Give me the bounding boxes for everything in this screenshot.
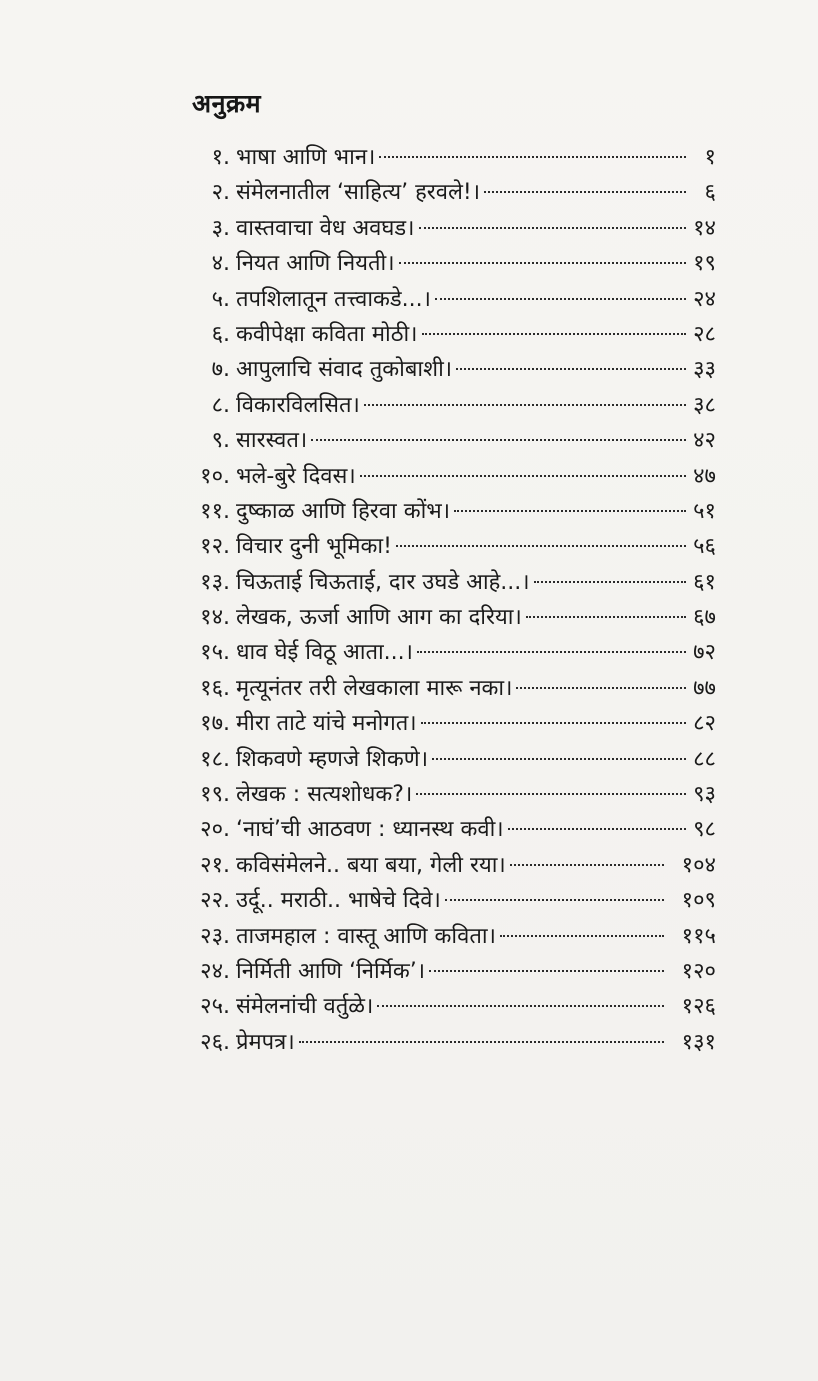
toc-entry-title: संमेलनातील ‘साहित्य’ हरवले!। [236,180,481,206]
toc-entry [186,883,716,918]
toc-entry-page-number: १ [704,145,716,170]
toc-entry [186,848,716,883]
toc-entry [186,919,716,954]
toc-entry-page-number: ६७ [693,605,716,631]
toc-entry-title: लेखक, ऊर्जा आणि आग का दरिया। [236,605,522,631]
dot-leader [416,793,686,795]
toc-entry-page-number: ८८ [693,746,716,772]
dot-leader [484,191,686,193]
dot-leader [396,545,686,547]
toc-entry-title: भाषा आणि भान। [236,145,376,170]
toc-entry-number: १६. [200,675,230,701]
dot-leader [508,828,686,830]
toc-entry-title: सारस्वत। [236,428,308,454]
toc-entry-title: आपुलाचि संवाद तुकोबाशी। [236,357,453,383]
dot-leader [500,935,664,937]
toc-entry-page-number: ६१ [693,569,716,595]
toc-entry [186,777,716,812]
toc-entry-page-number: ११५ [681,923,716,949]
toc-entry-title: विचार दुनी भूमिका! [236,534,392,560]
toc-entry-page-number: ५१ [693,498,716,524]
page-title: अनुक्रम [192,89,262,118]
toc-entry-number: ३. [211,215,230,241]
toc-entry-page-number: ४७ [693,463,716,489]
toc-entry-title: लेखक : सत्यशोधक?। [236,782,413,808]
toc-entry-title: चिऊताई चिऊताई, दार उघडे आहे...। [236,569,530,595]
toc-entry-page-number: ७७ [693,675,716,701]
toc-entry-number: १३. [200,569,230,595]
toc-entry [186,175,716,210]
toc-entry-page-number: ५६ [693,534,716,560]
toc-entry-page-number: ६ [704,180,716,206]
toc-entry-page-number: ८२ [693,711,716,737]
toc-entry-title: प्रेमपत्र। [236,1029,295,1055]
toc-entry-number: २६. [200,1029,230,1055]
toc-entry-page-number: २८ [693,321,716,347]
toc-entry-number: १८. [200,746,230,772]
toc-entry [186,812,716,847]
toc-entry-number: २४. [200,958,230,984]
toc-entry-title: कवीपेक्षा कविता मोठी। [236,321,418,347]
toc-entry-page-number: १४ [693,215,716,241]
dot-leader [377,1005,664,1007]
toc-entry-number: ४. [211,251,230,277]
toc-entry-number: ६. [211,321,230,347]
toc-entry-number: १५. [200,640,230,666]
toc-entry [186,246,716,281]
toc-entry-title: वास्तवाचा वेध अवघड। [236,215,415,241]
toc-entry-title: भले-बुरे दिवस। [236,463,356,489]
dot-leader [379,156,686,158]
dot-leader [510,864,664,866]
toc-entry-number: २२. [200,888,230,914]
dot-leader [299,1041,664,1043]
toc-entry [186,352,716,387]
toc-entry [186,529,716,564]
toc-entry-number: ८. [211,392,230,418]
dot-leader [417,651,686,653]
toc-entry-page-number: १२६ [681,994,716,1020]
toc-entry-number: ११. [200,498,230,524]
toc-entry-number: २०. [200,817,230,843]
toc-entry-title: तपशिलातून तत्त्वाकडे...। [236,286,431,312]
dot-leader [534,581,686,583]
dot-leader [399,262,686,264]
toc-entry-number: १२. [200,534,230,560]
dot-leader [456,368,686,370]
toc-entry-title: ‘नाघं’ची आठवण : ध्यानस्थ कवी। [236,817,504,843]
toc-entry [186,706,716,741]
toc-entry-title: नियत आणि नियती। [236,251,395,277]
toc-entry [186,494,716,529]
toc-entry-title: उर्दू.. मराठी.. भाषेचे दिवे। [236,888,441,914]
toc-entry-number: २५. [200,994,230,1020]
toc-entry-number: १०. [200,463,230,489]
toc-entry-number: २१. [200,852,230,878]
toc-entry-number: ५. [211,286,230,312]
toc-entry [186,459,716,494]
toc-entry-title: मृत्यूनंतर तरी लेखकाला मारू नका। [236,675,513,701]
toc-entry-page-number: ३८ [693,392,716,418]
toc-entry [186,140,716,175]
toc-entry-page-number: १९ [693,251,716,277]
toc-entry-page-number: ४२ [693,428,716,454]
toc-entry-number: १४. [200,605,230,631]
toc-entry [186,742,716,777]
toc-entry [186,989,716,1024]
toc-entry-page-number: २४ [693,286,716,312]
toc-entry-title: शिकवणे म्हणजे शिकणे। [236,746,429,772]
toc-entry [186,565,716,600]
toc-entry [186,635,716,670]
toc-entry-number: १७. [200,711,230,737]
toc-entry-number: २. [211,180,230,206]
toc-entry-title: दुष्काळ आणि हिरवा कोंभ। [236,498,451,524]
toc-entry [186,388,716,423]
dot-leader [419,227,686,229]
toc-entry-page-number: ९३ [693,782,716,808]
toc-entry-page-number: ९८ [693,817,716,843]
dot-leader [526,616,686,618]
toc-entry-number: ७. [211,357,230,383]
toc-entry-number: १. [211,145,230,170]
dot-leader [422,333,686,335]
toc-entry-title: कविसंमेलने.. बया बया, गेली रया। [236,852,506,878]
dot-leader [429,970,664,972]
toc-entry-page-number: १०९ [681,888,716,914]
toc-entry-number: २३. [200,923,230,949]
toc-entry-title: विकारविलसित। [236,392,360,418]
toc-entry-number: ९. [211,428,230,454]
table-of-contents [186,140,716,1060]
toc-entry-title: ताजमहाल : वास्तू आणि कविता। [236,923,496,949]
dot-leader [421,722,686,724]
dot-leader [445,899,664,901]
toc-entry [186,211,716,246]
dot-leader [435,298,686,300]
toc-entry-title: धाव घेई विठू आता...। [236,640,413,666]
toc-entry-title: निर्मिती आणि ‘निर्मिक’। [236,958,426,984]
toc-entry-title: संमेलनांची वर्तुळे। [236,994,374,1020]
dot-leader [432,758,686,760]
toc-entry-page-number: १२० [681,958,716,984]
toc-entry [186,671,716,706]
dot-leader [311,439,686,441]
dot-leader [516,687,686,689]
dot-leader [454,510,686,512]
toc-entry-title: मीरा ताटे यांचे मनोगत। [236,711,417,737]
toc-entry-page-number: ७२ [693,640,716,666]
toc-entry [186,600,716,635]
toc-entry [186,423,716,458]
toc-entry-page-number: ३३ [693,357,716,383]
dot-leader [364,404,686,406]
toc-entry-number: १९. [200,782,230,808]
toc-entry-page-number: १३१ [681,1029,716,1055]
dot-leader [360,475,686,477]
toc-entry-page-number: १०४ [681,852,716,878]
toc-entry [186,1025,716,1060]
toc-entry [186,317,716,352]
toc-entry [186,954,716,989]
toc-entry [186,282,716,317]
